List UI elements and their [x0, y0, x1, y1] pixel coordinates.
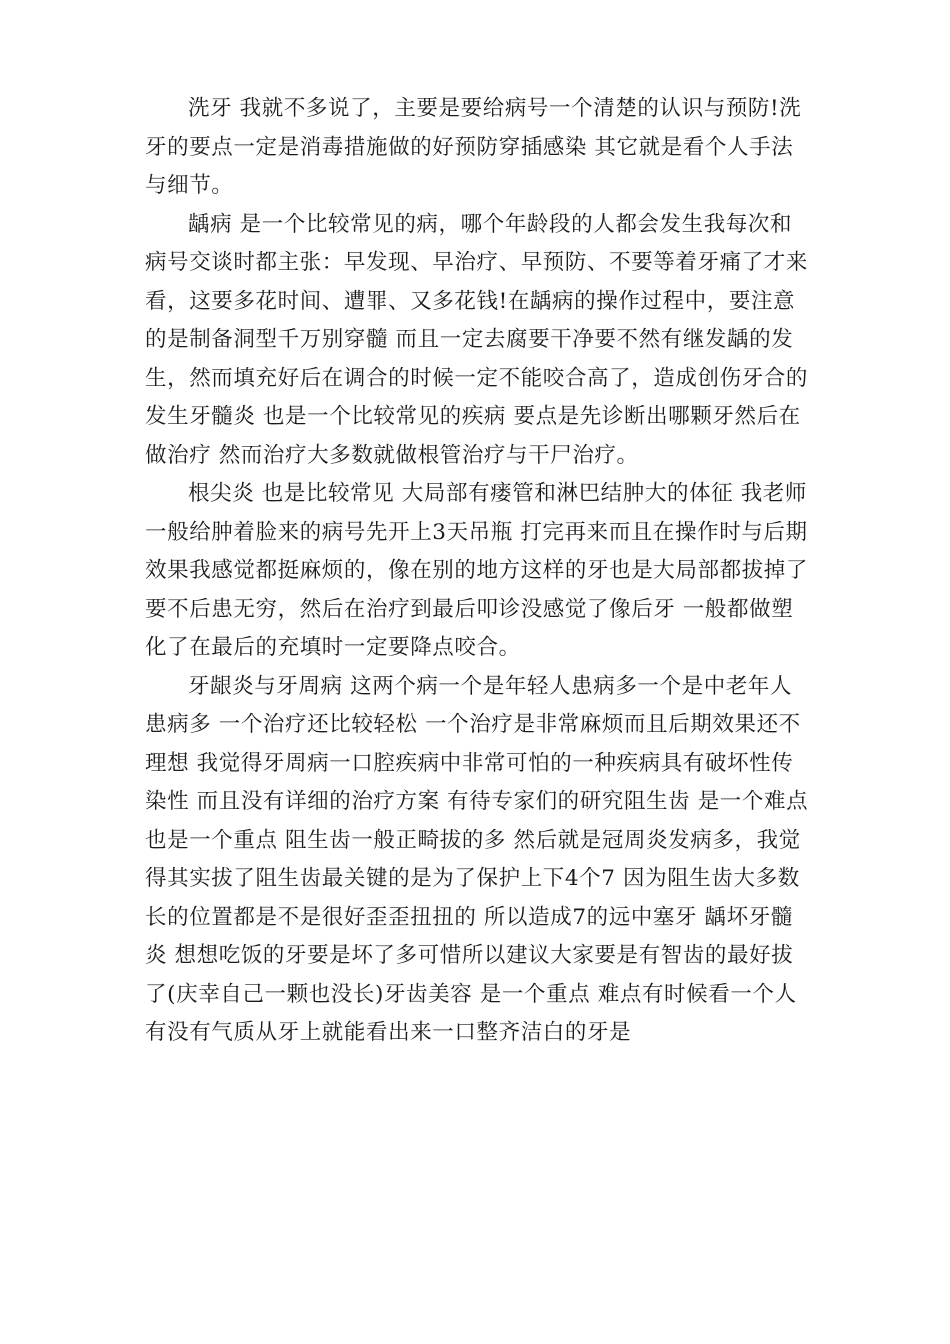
paragraph-gingivitis: 牙龈炎与牙周病 这两个病一个是年轻人患病多一个是中老年人患病多 一个治疗还比较轻松 一个治疗是非常麻烦而且后期效果还不理想 我觉得牙周病一口腔疾病中非常可怕的一种疾病具有破坏性传染性 而且没有详细的治疗方案 有待专家们的研究阻生齿 是一个难点也是一个重点 阻生齿一般正畸拔的多 然后就是冠周炎发病多，我觉得其实拔了阻生齿最关键的是为了保护上下4个7 因为阻生齿大多数长的位置都是不是很好歪歪扭扭的 所以造成7的远中塞牙 龋坏牙髓炎 想想吃饭的牙要是坏了多可惜所以建议大家要是有智齿的最好拔了(庆幸自己一颗也没长)牙齿美容 是一个重点 难点有时候看一个人有没有气质从牙上就能看出来一口整齐洁白的牙是	[145, 673, 809, 1045]
document-body	[145, 90, 816, 1053]
paragraph-periapical: 根尖炎 也是比较常见 大局部有瘘管和淋巴结肿大的体征 我老师一般给肿着脸来的病号先开上3天吊瓶 打完再来而且在操作时与后期效果我感觉都挺麻烦的，像在别的地方这样的牙也是大局部都拔掉了 要不后患无穷，然后在治疗到最后叩诊没感觉了像后牙 一般都做塑化了在最后的充填时一定要降点咬合。	[145, 481, 816, 660]
paragraph-scaling: 洗牙 我就不多说了，主要是要给病号一个清楚的认识与预防!洗牙的要点一定是消毒措施做的好预防穿插感染 其它就是看个人手法与细节。	[145, 96, 802, 198]
paragraph-caries: 龋病 是一个比较常见的病，哪个年龄段的人都会发生我每次和病号交谈时都主张：早发现、早治疗、早预防、不要等着牙痛了才来看，这要多花时间、遭罪、又多花钱!在龋病的操作过程中，要注意的是制备洞型千万别穿髓 而且一定去腐要干净要不然有继发龋的发生，然而填充好后在调合的时候一定不能咬合高了，造成创伤牙合的发生牙髓炎 也是一个比较常见的疾病 要点是先诊断出哪颗牙然后在做治疗 然而治疗大多数就做根管治疗与干尸治疗。	[145, 211, 809, 468]
